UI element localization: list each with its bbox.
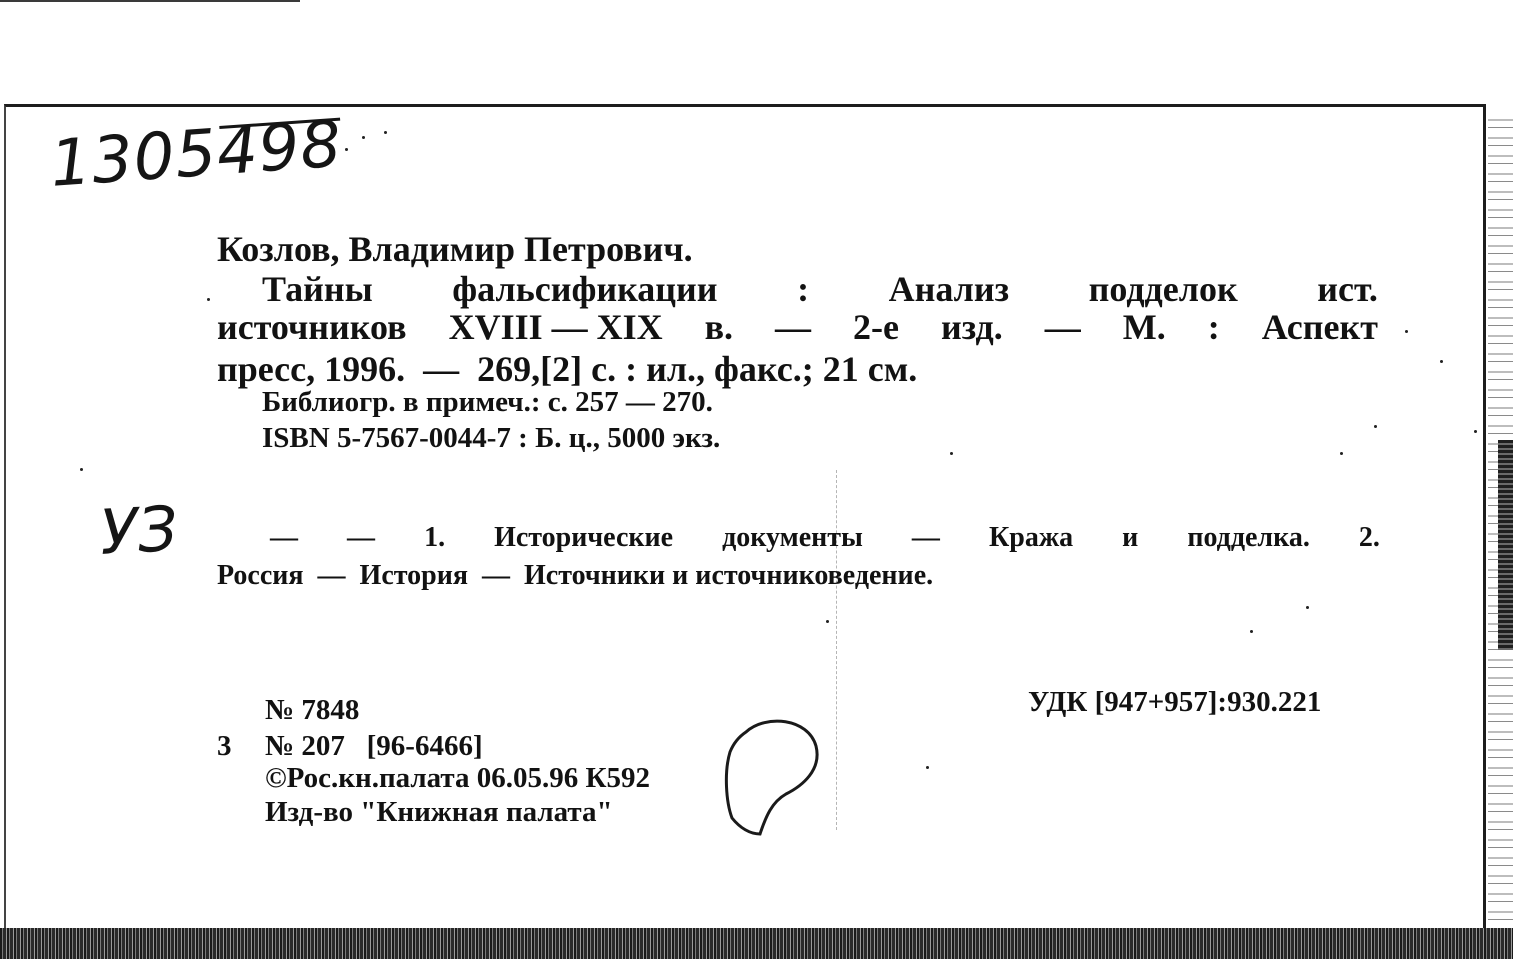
subject-line-1-word: — xyxy=(347,522,376,553)
book-chamber-line: ©Рос.кн.палата 06.05.96 К592 xyxy=(265,762,651,794)
card-right-edge-dark-strip xyxy=(1498,440,1513,650)
title-line-1-word: : xyxy=(797,269,810,309)
title-line-2-word: : xyxy=(1207,307,1220,347)
title-line-1-word: фальсификации xyxy=(452,269,718,309)
title-line-2-word: 2-е xyxy=(853,307,899,347)
subject-line-2: Россия — История — Источники и источниковедение. xyxy=(217,560,934,591)
scan-speck xyxy=(950,452,953,455)
subject-line-1-word: подделка. xyxy=(1187,522,1310,553)
scan-speck xyxy=(345,148,348,151)
handwritten-class-mark: УЗ xyxy=(98,492,180,569)
scan-speck xyxy=(1374,425,1377,428)
scan-speck xyxy=(362,136,365,139)
subject-line-1-word: и xyxy=(1122,522,1139,553)
scan-speck xyxy=(1405,330,1408,333)
title-line-1-word: Тайны xyxy=(262,269,373,309)
scan-speck xyxy=(1474,430,1477,433)
subject-line-1-word: Исторические xyxy=(494,522,674,553)
scan-speck xyxy=(926,766,929,769)
subject-line-1-word: документы xyxy=(722,522,863,553)
registry-number-2: № 207 [96-6466] xyxy=(265,730,483,762)
author-heading: Козлов, Владимир Петрович. xyxy=(217,229,693,269)
udk-code: УДК [947+957]:930.221 xyxy=(1028,686,1322,718)
title-line-2-word: в. xyxy=(704,307,734,347)
isbn-line: ISBN 5-7567-0044-7 : Б. ц., 5000 экз. xyxy=(262,422,721,454)
title-line-2-word: источников xyxy=(217,307,407,347)
subject-line-1-word: 2. xyxy=(1358,522,1380,553)
publisher-line: Изд-во "Книжная палата" xyxy=(265,796,613,828)
accession-number-suffix: 498 xyxy=(214,107,345,191)
subject-line-1-word: — xyxy=(911,522,940,553)
title-line-2-word: М. xyxy=(1122,307,1166,347)
subject-line-1-word: — xyxy=(270,522,298,553)
top-edge-stub xyxy=(0,0,300,2)
scan-speck xyxy=(1250,630,1253,633)
title-line-2 xyxy=(217,306,1378,348)
title-line-2-word: XVIII — XIX xyxy=(448,307,663,347)
stamp-outline xyxy=(716,712,826,842)
subject-line-1-word: Кража xyxy=(988,522,1074,553)
subject-line-1-word: 1. xyxy=(424,522,446,553)
title-line-2-word: — xyxy=(1044,307,1081,347)
title-line-2-word: изд. xyxy=(940,307,1003,347)
scan-speck xyxy=(384,131,387,134)
title-line-1-word: Анализ xyxy=(888,269,1010,309)
scan-speck xyxy=(1306,606,1309,609)
bibliography-note: Библиогр. в примеч.: с. 257 — 270. xyxy=(262,386,713,418)
scan-speck xyxy=(1340,452,1343,455)
scan-speck xyxy=(1440,360,1443,363)
title-line-2-word: — xyxy=(775,307,812,347)
scan-bottom-band xyxy=(0,928,1513,959)
title-line-1-word: подделок xyxy=(1088,269,1238,309)
subject-line-1 xyxy=(270,522,1380,554)
registry-letter: 3 xyxy=(217,730,232,762)
title-line-3: пресс, 1996. — 269,[2] с. : ил., факс.; 21 см. xyxy=(217,349,918,389)
scan-speck xyxy=(826,620,829,623)
title-line-1 xyxy=(262,268,1378,310)
scan-speck xyxy=(207,298,210,301)
title-line-1-word: ист. xyxy=(1317,269,1378,309)
scan-speck xyxy=(80,468,83,471)
accession-number-main: 1305 xyxy=(48,116,220,202)
title-line-2-word: Аспект xyxy=(1261,307,1378,347)
registry-number-1: № 7848 xyxy=(265,694,360,726)
